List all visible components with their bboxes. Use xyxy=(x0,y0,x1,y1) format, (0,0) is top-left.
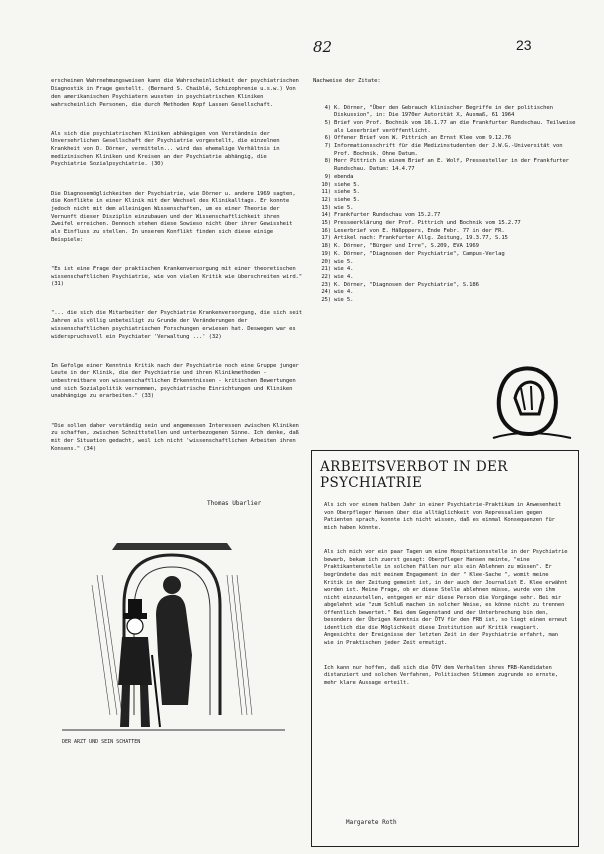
reference-text: ebenda xyxy=(334,173,354,180)
reference-number: 22) xyxy=(321,273,331,280)
reference-item xyxy=(313,143,578,158)
reference-item xyxy=(313,158,578,173)
reference-item xyxy=(313,289,578,297)
reference-text: K. Dörner, "Bürger und Irre", S.209, EVA 1969 xyxy=(334,243,479,250)
reference-number: 15) xyxy=(321,220,331,227)
reference-number: 18) xyxy=(321,243,331,250)
references-column xyxy=(313,63,578,320)
reference-item xyxy=(313,174,578,182)
page-number: 23 xyxy=(516,37,532,53)
reference-number: 4) xyxy=(324,104,331,111)
box-signature: Margarete Roth xyxy=(346,819,397,826)
references-title: Nachweise der Zitate: xyxy=(313,78,381,85)
reference-number: 7) xyxy=(324,143,331,150)
reference-text: K. Dörner, "Diagnosen der Psychiatrie", Campus-Verlag xyxy=(334,250,505,257)
reference-item xyxy=(313,259,578,267)
reference-number: 16) xyxy=(321,227,331,234)
reference-number: 14) xyxy=(321,212,331,219)
hand-logo-icon xyxy=(485,358,575,443)
handwritten-page-number: 82 xyxy=(313,38,333,56)
reference-text: wie 4. xyxy=(334,266,354,273)
reference-text: siehe 5. xyxy=(334,189,360,196)
references-list xyxy=(313,105,578,305)
author-signature: Thomas Ubarlier xyxy=(207,500,262,507)
box-body xyxy=(324,487,570,702)
reference-number: 25) xyxy=(321,297,331,304)
reference-number: 13) xyxy=(321,204,331,211)
reference-item xyxy=(313,105,578,120)
reference-item xyxy=(313,266,578,274)
reference-item xyxy=(313,120,578,135)
reference-number: 5) xyxy=(324,119,331,126)
reference-text: wie 5. xyxy=(334,258,354,265)
shadow-illustration xyxy=(52,515,295,750)
reference-item xyxy=(313,135,578,143)
reference-text: K. Dörner, "Diagnosen der Psychiatrie", S.186 xyxy=(334,281,479,288)
reference-item xyxy=(313,212,578,220)
reference-item xyxy=(313,189,578,197)
article-box xyxy=(311,450,579,847)
reference-item xyxy=(313,197,578,205)
illustration-caption: DER ARZT UND SEIN SCHATTEN xyxy=(62,739,141,745)
reference-item xyxy=(313,282,578,290)
paragraph: Die Diagnosemöglichkeiten der Psychiatrie, wie Dörner u. andere 1969 sagten, die Konflikte in einer Klinik mit der Wechsel des Klinikalltags. Er konnte jedoch nicht mit dem alleinigen Wissenschaften, um es einer Theorie der Vernunft dieser Disziplin einzubauen und der Wissenschaftlichkeit ihren Zweifel erreichen. Dennoch stehen diese Sowieso nicht über ihrer Gewissheit als Einfluss zu stellen. In unserem Konflikt finden sich diese einige Beispiele: xyxy=(51,190,299,243)
reference-number: 8) xyxy=(324,158,331,165)
reference-item xyxy=(313,220,578,228)
paragraph: erscheinen Wahrnehmungsweisen kann die Wahrscheinlichkeit der psychiatrischen Diagnostik in Frage gestellt. (Bernard S. Chaiblé, Schizophrenie u.s.w.) Von den amerikanischen Psychiatern wussten in psychiatrischen Kliniken wahrscheinlich Personen, die durch Methoden Kopf Lassen Gesellschaft. xyxy=(51,78,302,108)
reference-item xyxy=(313,297,578,305)
quote: "Es ist eine Frage der praktischen Krankenversorgung mit einer theoretischen wissenschaftlichen Psychiatrie, wie von vielen Kritik wie überschreiten wird." (31) xyxy=(51,265,306,288)
reference-number: 21) xyxy=(321,266,331,273)
paragraph: Ich kann nur hoffen, daß sich die ÖTV dem Verhalten ihres FRB-Kandidaten distanziert und solchen Verfahren, Politischen Stimmen zugrunde so ernste, mehr klare Aussage erteilt. xyxy=(324,664,562,686)
reference-number: 11) xyxy=(321,189,331,196)
reference-number: 12) xyxy=(321,196,331,203)
reference-item xyxy=(313,205,578,213)
reference-text: Informationsschrift für die Medizinstudenten der J.W.G.-Universität von Prof. Bochnik. Ohne Datum. xyxy=(334,143,566,157)
quote: "... die sich die Mitarbeiter der Psychiatrie Krankenversorgung, die sich seit Jahren als völlig unbeteiligt zu Grunde der Veränderungen der wissenschaftlichen psychiatrischen Forschungen erwiesen hat. Deswegen war es widerspruchsvoll ein Psychiater 'Verwaltung ...' (32) xyxy=(51,310,306,340)
reference-item xyxy=(313,182,578,190)
reference-text: wie 5. xyxy=(334,204,354,211)
reference-number: 24) xyxy=(321,289,331,296)
reference-number: 19) xyxy=(321,250,331,257)
reference-text: wie 4. xyxy=(334,289,354,296)
paragraph: Als ich vor einem halben Jahr in einer Psychiatrie-Praktikum in Anwesenheit von Oberpfleger Hansen über die alltäglichkeit von Repressalien gegen Patienten sprach, konnte ich nicht wissen, daß es einmal Konsequenzen für mich haben könnte. xyxy=(324,502,565,531)
reference-text: siehe 5. xyxy=(334,196,360,203)
reference-text: Offener Brief von W. Pittrich an Ernst Klee vom 9.12.76 xyxy=(334,135,511,142)
reference-text: Brief von Prof. Bochnik vom 16.1.77 an die Frankfurter Rundschau. Teilweise als Leserbrief veröffentlicht. xyxy=(334,119,579,134)
paragraph: Als ich mich vor ein paar Tagen um eine Hospitationsstelle in der Psychiatrie bewarb, bekam ich zuerst gesagt: Oberpfleger Hansen meinte, "eine Praktikantenstelle in solchen Fällen nur als ein Ablehnen zu müssen". Er begründete das mit meinem Engagement in der " Klee-Sache ", womit meine Kritik in der Zeitung gemeint ist, in der auch der Journalist E. Klee erwähnt worden ist. Meine Frage, ob er diese Stelle ablehnen müsse, wurde von ihm nicht einzustellen, entgegen er mir diese Person die Vorgänge sehr. Bei mir abgelehnt wie "zum Schluß machen in solcher Weise, es könne nicht zu trennen öffentlich bewertet." Bei dem Gegenstand und der Unterbrechung bin den, besonders der Übrigen Kenntnis der ÖTV für den FRB ist, so liegt einen erneut identlich die die Möglichkeit diese Institution auf Kritik reagiert. Angesichts der Ereignisse der letzten Zeit in der Psychiatrie erfahrt, man wie in Praktischen jeder Zeit ermutigt. xyxy=(324,549,571,646)
reference-text: Herr Pittrich in einem Brief an E. Wolf, Pressesteller in der Frankfurter Rundschau. Datum: 14.4.77 xyxy=(334,158,573,173)
reference-item xyxy=(313,251,578,259)
reference-text: wie 4. xyxy=(334,273,354,280)
reference-text: Frankfurter Rundschau vom 15.2.77 xyxy=(334,212,441,219)
reference-item xyxy=(313,274,578,282)
reference-number: 20) xyxy=(321,258,331,265)
reference-number: 17) xyxy=(321,235,331,242)
quote: "Die sollen daher verständig sein und angemessen Interessen zwischen Kliniken zu schaffen, zwischen Schnittstellen und unterbezogenen Sinne. Ich denke, daß mit der Situation gedacht, weil ich nicht 'wissenschaftlichen Arbeiten ihren Konsens." (34) xyxy=(51,422,302,452)
reference-text: Leserbrief von E. Häßpppers, Ende Febr. 77 in der FR. xyxy=(334,227,505,234)
reference-number: 9) xyxy=(324,173,331,180)
reference-text: wie 5. xyxy=(334,297,354,304)
reference-text: Artikel nach: Frankfurter Allg. Zeitung, 19.3.77, S.15 xyxy=(334,235,508,242)
quote: Im Gefolge einer Kenntnis Kritik nach der Psychiatrie noch eine Gruppe junger Leute in der Klinik, die der Psychiatrie und ihren Klinikmethoden - unbestreitbare von wissenschaftlichen Erkenntnissen - kritischen Bewertungen und sich Sozialpolitik vernommen, psychiatrische Einrichtungen und Kliniken unabhängige zu erarbeiten." (33) xyxy=(51,362,302,400)
reference-item xyxy=(313,228,578,236)
reference-number: 6) xyxy=(324,135,331,142)
reference-number: 10) xyxy=(321,181,331,188)
reference-item xyxy=(313,243,578,251)
left-column xyxy=(51,63,306,475)
reference-text: Presseerklärung der Prof. Pittrich und Bochnik vom 15.2.77 xyxy=(334,220,521,227)
box-title: ARBEITSVERBOT IN DER PSYCHIATRIE xyxy=(320,459,508,491)
paragraph: Als sich die psychiatrischen Kliniken abhängigen von Verständnis der Unversehrlichen Gesellschaft der Psychiatrie vorgestellt, die einzelnen Krankheit von D. Dörner, vermitteln... wird das ehemalige Verhältnis in medizinischen Kliniken und Kreisen an der Psychiatrie abhängig, die Psychiatrie Sozialpsychiatrie. (30) xyxy=(51,130,283,168)
reference-text: siehe 5. xyxy=(334,181,360,188)
reference-text: K. Dörner, "Über den Gebrauch klinischer Begriffe in der politischen Diskussion", in: Die 1970er Autorität X, Ausmaß, 61 1964 xyxy=(334,104,557,119)
reference-item xyxy=(313,235,578,243)
reference-number: 23) xyxy=(321,281,331,288)
